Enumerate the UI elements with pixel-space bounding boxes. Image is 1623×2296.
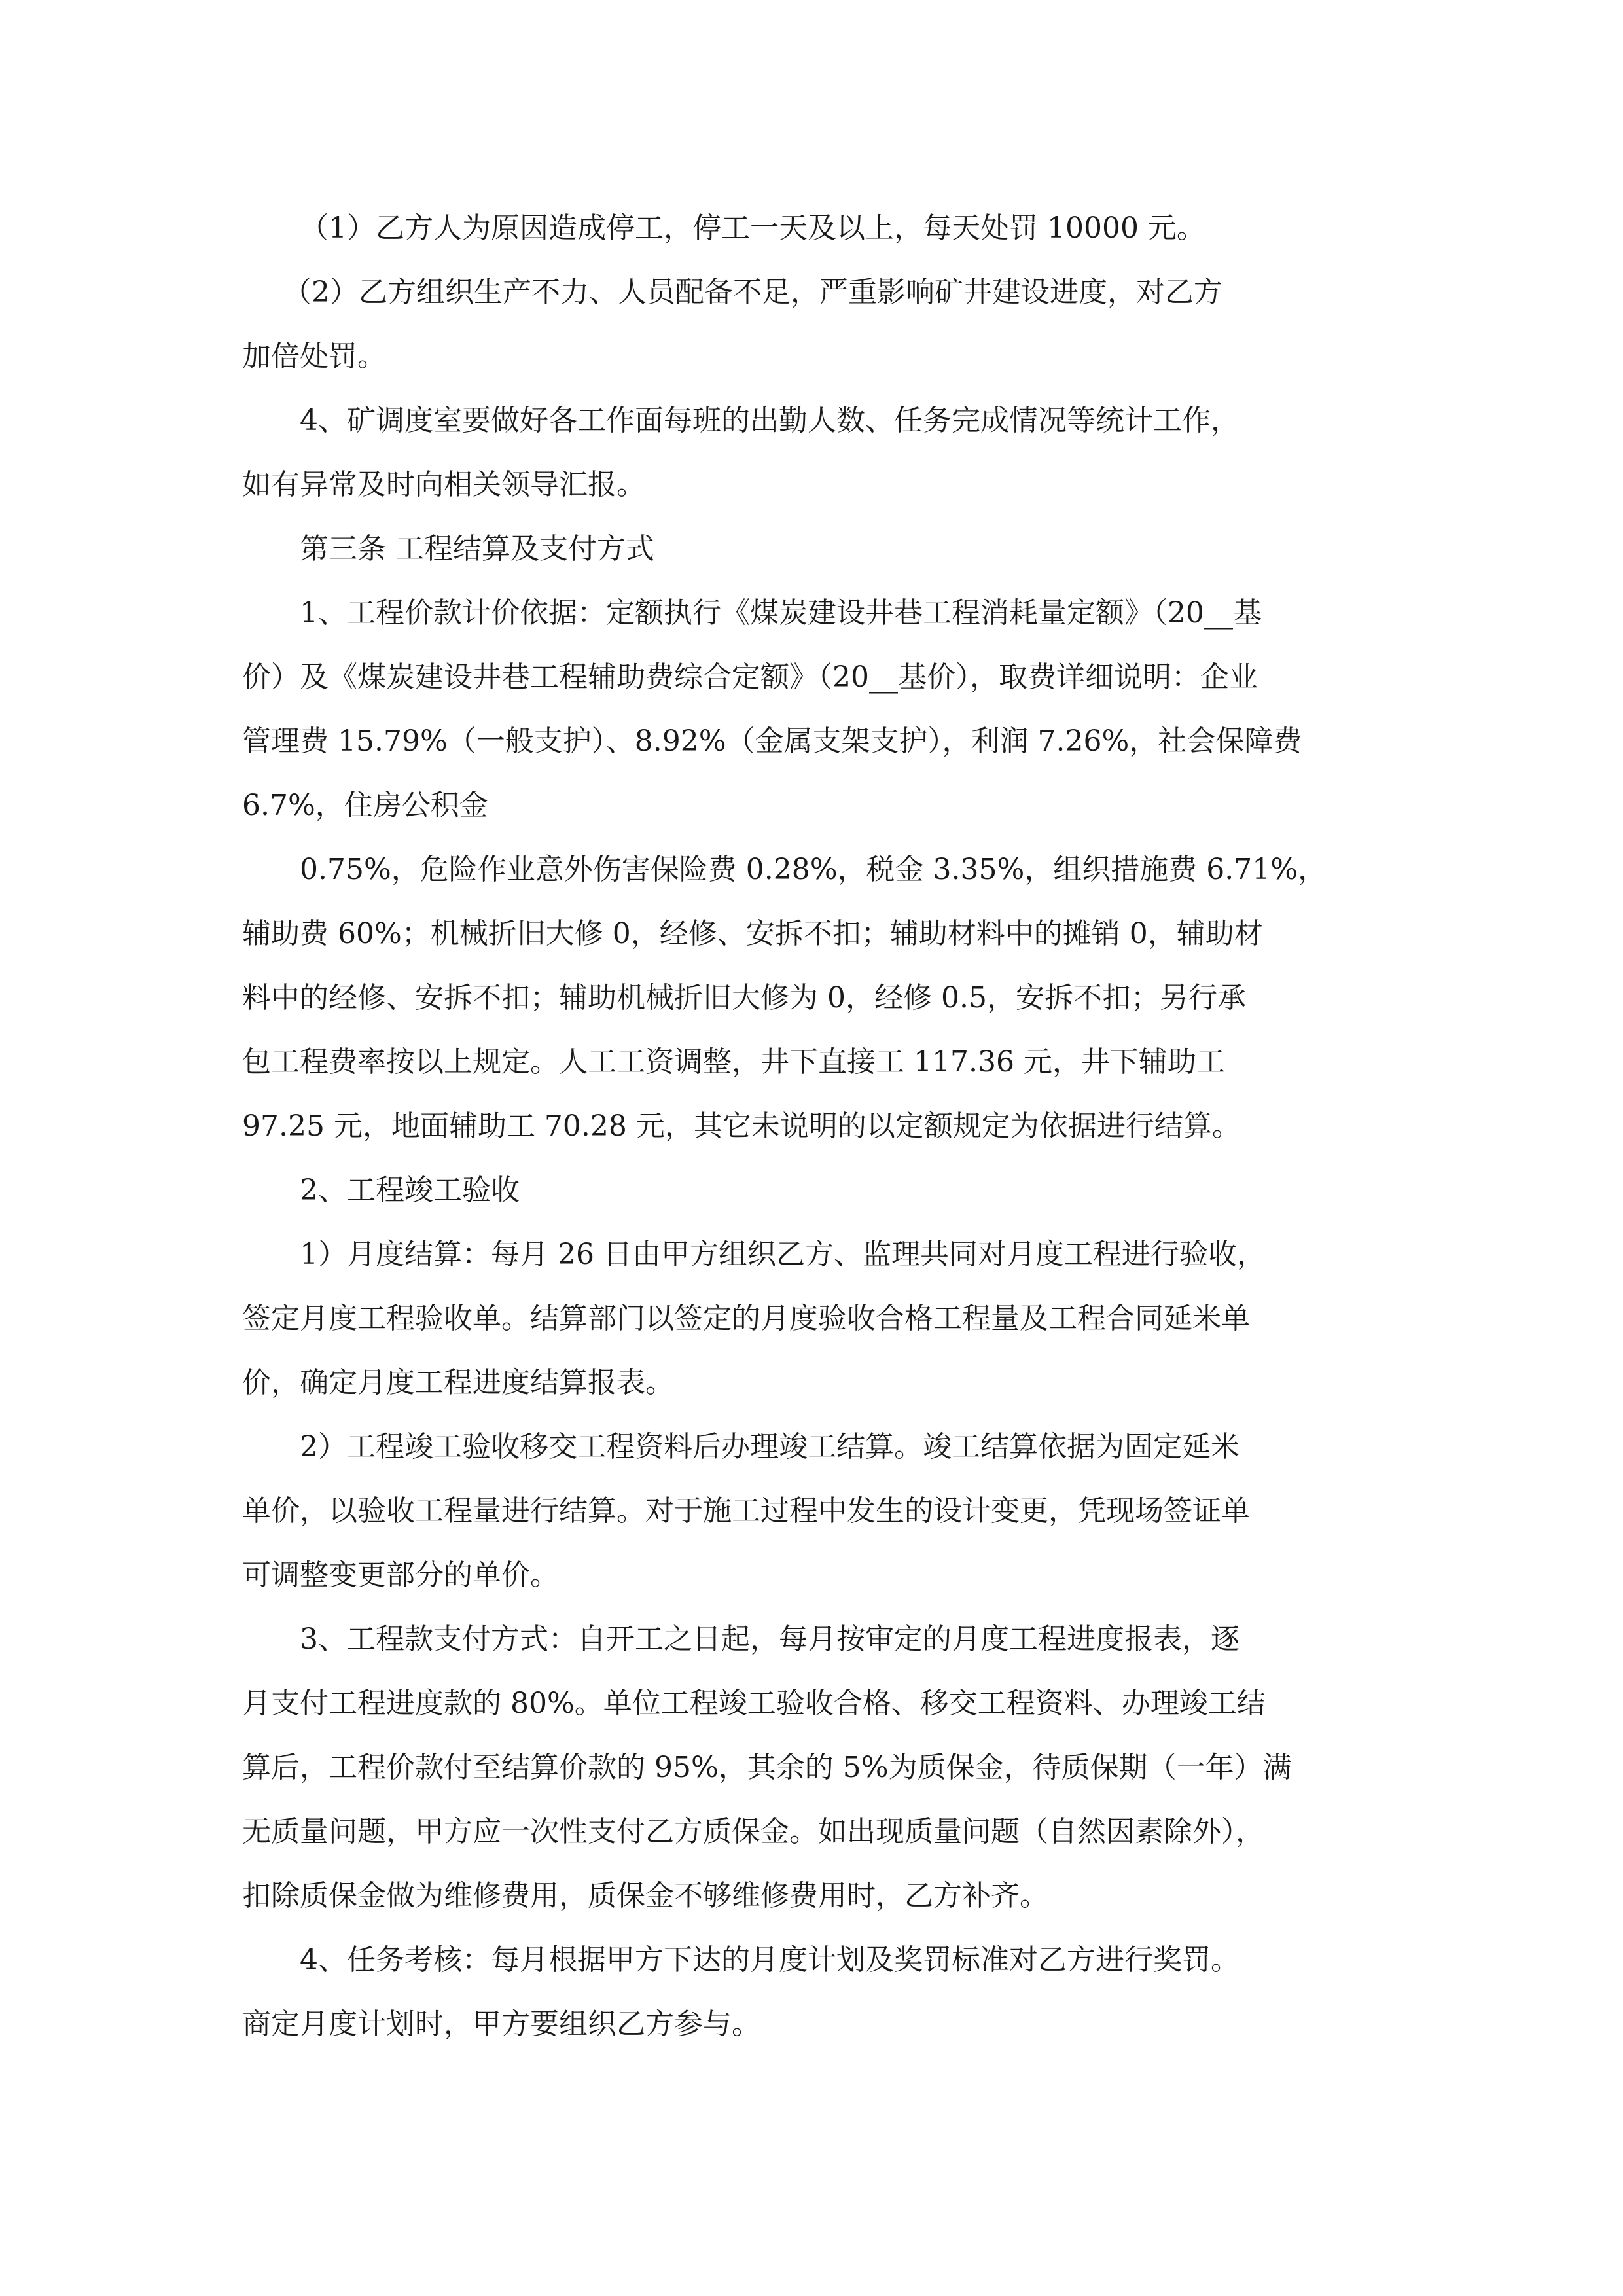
text-line: 料中的经修、安拆不扣；辅助机械折旧大修为 0，经修 0.5，安拆不扣；另行承 (242, 981, 1246, 1014)
text-line: 扣除质保金做为维修费用，质保金不够维修费用时，乙方补齐。 (242, 1879, 1048, 1912)
text-line: 签定月度工程验收单。结算部门以签定的月度验收合格工程量及工程合同延米单 (242, 1302, 1250, 1335)
paragraph-fee-details (242, 838, 1381, 1158)
text-line: 2、工程竣工验收 (300, 1174, 520, 1207)
text-line: 4、任务考核：每月根据甲方下达的月度计划及奖罚标准对乙方进行奖罚。 (300, 1943, 1240, 1977)
section-title: 第三条 工程结算及支付方式 (300, 532, 654, 565)
document-body (242, 196, 1381, 2056)
paragraph-payment-method (242, 1607, 1381, 1928)
text-line: 1、工程价款计价依据：定额执行《煤炭建设井巷工程消耗量定额》（20__基 (300, 596, 1262, 630)
text-line: 管理费 15.79%（一般支护）、8.92%（金属支架支护），利润 7.26%，社会保障费 (242, 725, 1302, 758)
text-line: 辅助费 60%；机械折旧大修 0，经修、安拆不扣；辅助材料中的摊销 0，辅助材 (242, 917, 1263, 950)
text-line: 算后，工程价款付至结算价款的 95%，其余的 5%为质保金，待质保期（一年）满 (242, 1751, 1292, 1784)
text-line: 月支付工程进度款的 80%。单位工程竣工验收合格、移交工程资料、办理竣工结 (242, 1687, 1266, 1720)
text-line: 2）工程竣工验收移交工程资料后办理竣工结算。竣工结算依据为固定延米 (300, 1430, 1240, 1463)
text-line: 可调整变更部分的单价。 (242, 1558, 559, 1592)
text-line: 1）月度结算：每月 26 日由甲方组织乙方、监理共同对月度工程进行验收， (300, 1238, 1266, 1271)
text-line: 无质量问题，甲方应一次性支付乙方质保金。如出现质量问题（自然因素除外）， (242, 1815, 1264, 1848)
paragraph-monthly-settlement (242, 1223, 1381, 1415)
paragraph-task-assessment (242, 1928, 1381, 2056)
text-line: 价，确定月度工程进度结算报表。 (242, 1366, 674, 1399)
text-line: 包工程费率按以上规定。人工工资调整，井下直接工 117.36 元，井下辅助工 (242, 1045, 1225, 1079)
paragraph-completion-acceptance (242, 1158, 1381, 1223)
text-line: （2）乙方组织生产不力、人员配备不足，严重影响矿井建设进度，对乙方 (283, 276, 1222, 309)
paragraph-penalty-1 (242, 196, 1381, 260)
text-line: 如有异常及时向相关领导汇报。 (242, 468, 645, 501)
text-line: 单价，以验收工程量进行结算。对于施工过程中发生的设计变更，凭现场签证单 (242, 1494, 1250, 1528)
section-heading-article-3 (242, 517, 1381, 581)
text-line: 4、矿调度室要做好各工作面每班的出勤人数、任务完成情况等统计工作， (300, 404, 1240, 437)
paragraph-dispatch-office (242, 389, 1381, 517)
text-line: 商定月度计划时，甲方要组织乙方参与。 (242, 2007, 760, 2041)
text-line: （1）乙方人为原因造成停工，停工一天及以上，每天处罚 10000 元。 (300, 211, 1205, 245)
text-line: 6.7%，住房公积金 (242, 789, 488, 822)
text-line: 97.25 元，地面辅助工 70.28 元，其它未说明的以定额规定为依据进行结算。 (242, 1109, 1241, 1143)
paragraph-penalty-2 (242, 260, 1381, 389)
paragraph-final-settlement (242, 1415, 1381, 1607)
text-line: 0.75%，危险作业意外伤害保险费 0.28%，税金 3.35%，组织措施费 6.71%， (300, 853, 1327, 886)
paragraph-pricing-basis (242, 581, 1381, 838)
text-line: 加倍处罚。 (242, 340, 386, 373)
text-line: 价）及《煤炭建设井巷工程辅助费综合定额》（20__基价），取费详细说明：企业 (242, 660, 1258, 694)
text-line: 3、工程款支付方式：自开工之日起，每月按审定的月度工程进度报表，逐 (300, 1623, 1240, 1656)
